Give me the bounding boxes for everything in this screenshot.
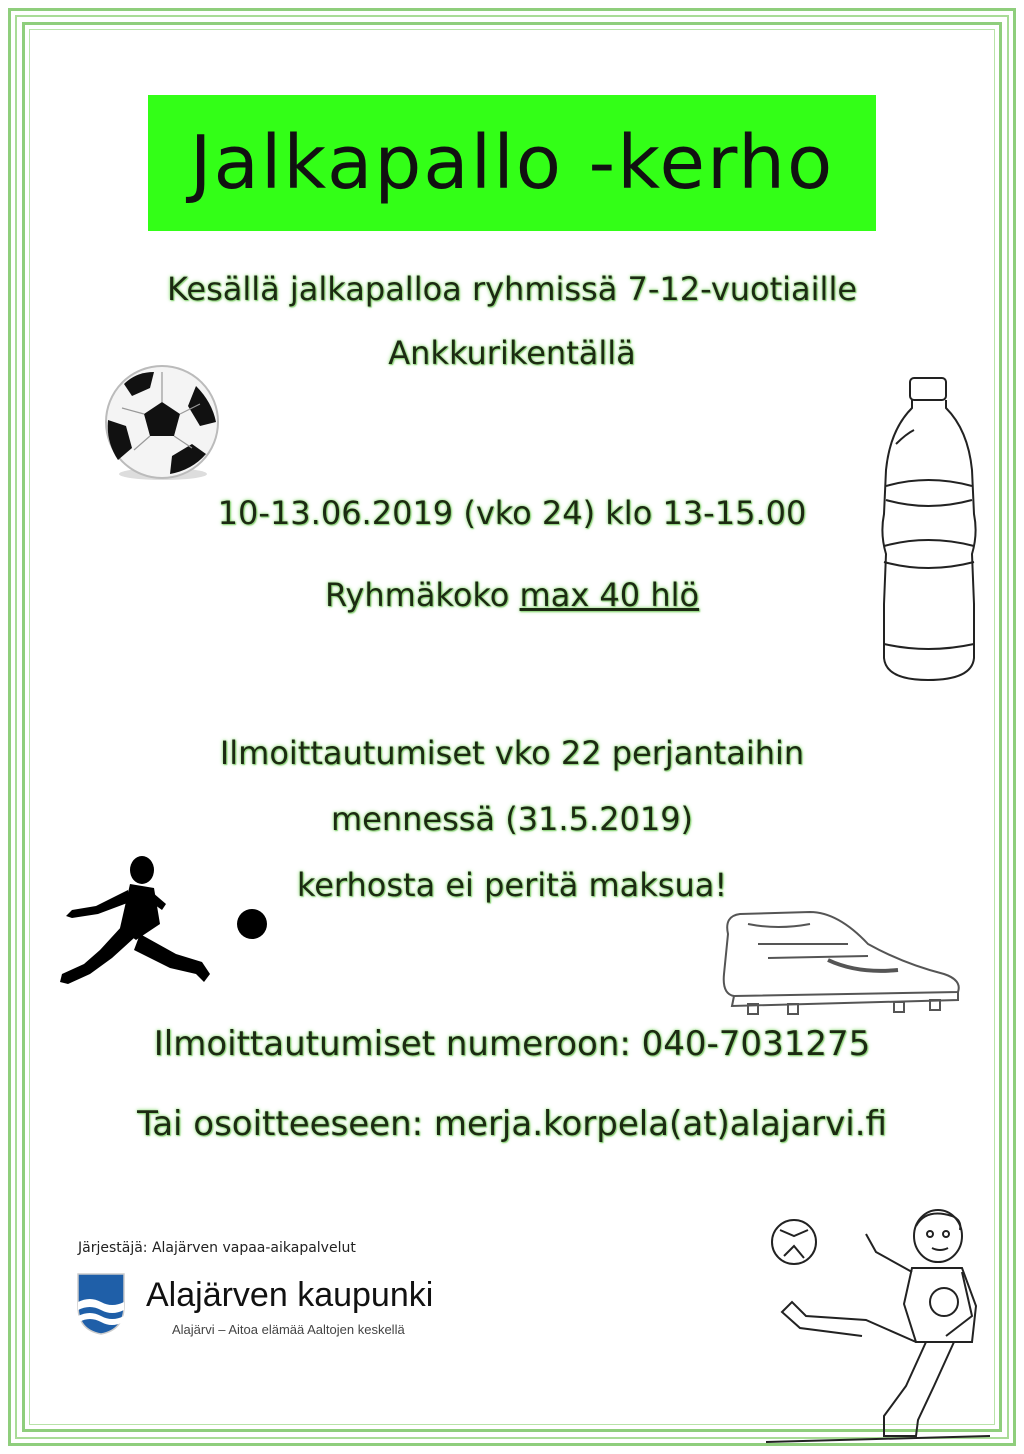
email-line: Tai osoitteeseen: merja.korpela(at)alajarvi.fi (137, 1104, 887, 1144)
subtitle-line-1: Kesällä jalkapalloa ryhmissä 7-12-vuotiaille (166, 270, 858, 308)
water-bottle-icon (876, 374, 982, 686)
registration-line-1: Ilmoittautumiset vko 22 perjantaihin (219, 734, 805, 772)
football-boot-icon (718, 904, 964, 1016)
city-coat-of-arms-icon (76, 1272, 126, 1336)
free-note: kerhosta ei peritä maksua! (296, 866, 728, 904)
subtitle-line-2: Ankkurikentällä (388, 334, 636, 372)
phone-line: Ilmoittautumiset numeroon: 040-7031275 (153, 1024, 871, 1064)
group-size-value: max 40 hlö (519, 576, 700, 614)
soccer-ball-icon (100, 364, 224, 484)
city-name: Alajärven kaupunki (146, 1276, 434, 1314)
registration-line-2: mennessä (31.5.2019) (330, 800, 694, 838)
city-slogan: Alajärvi – Aitoa elämää Aaltojen keskellä (172, 1322, 405, 1337)
dates-line: 10-13.06.2019 (vko 24) klo 13-15.00 (217, 494, 807, 532)
group-size-line (0, 576, 1024, 614)
title-banner (148, 95, 876, 231)
poster-title: Jalkapallo -kerho (189, 120, 835, 206)
group-size-label: Ryhmäkoko (324, 576, 510, 614)
organizer-text: Järjestäjä: Alajärven vapaa-aikapalvelut (78, 1240, 356, 1256)
cartoon-boy-kicking-icon (766, 1206, 990, 1448)
kicking-player-silhouette-icon (56, 854, 268, 1004)
